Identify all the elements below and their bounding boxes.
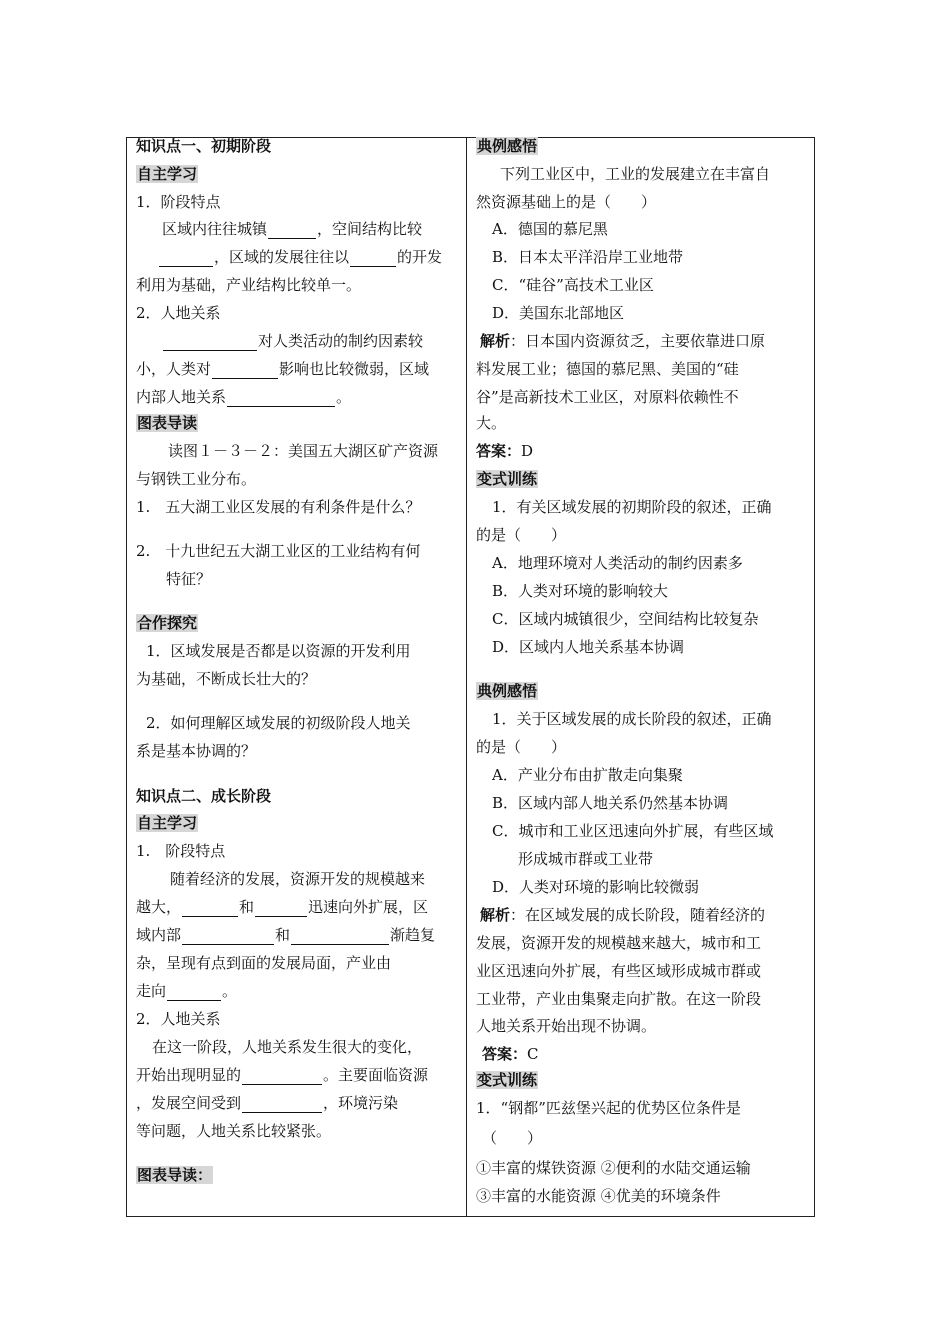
text-line: 读图１－３－２：美国五大湖区矿产资源 [168, 442, 439, 460]
inquiry-2-cont: 系是基本协调的？ [136, 742, 257, 760]
answer: 答案：D [476, 442, 534, 460]
question-2-cont: 特征？ [166, 570, 212, 588]
inquiry-1-cont: 为基础，不断成长壮大的？ [136, 670, 317, 688]
text-line: ，发展空间受到 ，环境污染 [136, 1094, 399, 1112]
option-b: B．人类对环境的影响较大 [492, 582, 669, 600]
text-line: 区域内往往城镇 ，空间结构比较 [162, 220, 423, 238]
analysis: 解析：在区域发展的成长阶段，随着经济的 [480, 906, 766, 924]
label-typical-example: 典例感悟 [477, 137, 538, 155]
fill-blank[interactable] [291, 928, 389, 945]
option-group-1: ①丰富的煤铁资源 ②便利的水陆交通运输 [476, 1159, 751, 1177]
training-question: 1．有关区域发展的初期阶段的叙述，正确 [492, 498, 772, 516]
option-a: A．地理环境对人类活动的制约因素多 [492, 554, 743, 572]
text-line: 利用为基础，产业结构比较单一。 [136, 276, 362, 294]
fill-blank[interactable] [350, 250, 396, 267]
subhead-stage-features: 1．阶段特点 [136, 193, 221, 211]
example-question: 1．关于区域发展的成长阶段的叙述，正确 [492, 710, 772, 728]
analysis-cont: 业区迅速向外扩展，有些区域形成城市群或 [476, 962, 762, 980]
label-variant-training: 变式训练 [477, 470, 538, 488]
text-line: 等问题，人地关系比较紧张。 [136, 1122, 332, 1140]
option-c: C．“硅谷”高技术工业区 [492, 276, 654, 294]
column-divider [466, 137, 467, 1217]
text-line: 在这一阶段，人地关系发生很大的变化， [152, 1038, 423, 1056]
option-c-cont: 形成城市群或工业带 [518, 850, 654, 868]
label-self-study: 自主学习 [137, 814, 198, 832]
text-line: 域内部 和 渐趋复 [136, 926, 436, 944]
question-1: 1. 五大湖工业区发展的有利条件是什么？ [136, 498, 421, 516]
analysis-cont: 大。 [476, 414, 507, 432]
text-line: 杂，呈现有点到面的发展局面，产业由 [136, 954, 392, 972]
option-b: B．区域内部人地关系仍然基本协调 [492, 794, 729, 812]
option-group-2: ③丰富的水能资源 ④优美的环境条件 [476, 1187, 721, 1205]
text-line: 走向 。 [136, 982, 238, 1000]
analysis-label: 解析 [480, 906, 511, 924]
fill-blank[interactable] [167, 984, 221, 1001]
question-2: 2. 十九世纪五大湖工业区的工业结构有何 [136, 542, 421, 560]
text-line: 对人类活动的制约因素较 [162, 331, 423, 351]
analysis: 解析：日本国内资源贫乏，主要依靠进口原 [480, 332, 766, 350]
subhead-human-land: 2．人地关系 [136, 1010, 221, 1028]
text-line: 与钢铁工业分布。 [136, 470, 257, 488]
answer-label: 答案： [482, 1045, 528, 1063]
fill-blank[interactable] [268, 222, 316, 239]
label-chart-reading: 图表导读： [137, 1166, 213, 1184]
analysis-cont: 谷”是高新技术工业区，对原料依赖性不 [476, 388, 739, 406]
label-chart-reading: 图表导读 [137, 414, 198, 432]
text-line: 开始出现明显的 。主要面临资源 [136, 1066, 429, 1084]
analysis-label: 解析 [480, 332, 511, 350]
analysis-cont: 工业带，产业由集聚走向扩散。在这一阶段 [476, 990, 762, 1008]
text-line: 内部人地关系 。 [136, 388, 352, 406]
training-question-cont: 的是（ ） [476, 526, 567, 544]
subhead-human-land: 2．人地关系 [136, 304, 221, 322]
fill-blank[interactable] [255, 900, 307, 917]
answer-label: 答案： [476, 442, 522, 460]
fill-blank[interactable] [182, 900, 238, 917]
fill-blank[interactable] [212, 362, 278, 379]
fill-blank[interactable] [163, 334, 257, 351]
option-b: B．日本太平洋沿岸工业地带 [492, 248, 684, 266]
fill-blank[interactable] [227, 390, 335, 407]
section-title-stage2: 知识点二、成长阶段 [136, 787, 272, 805]
option-c: C．区域内城镇很少，空间结构比较复杂 [492, 610, 759, 628]
subhead-stage-features: 1. 阶段特点 [136, 842, 226, 860]
text-line: ，区域的发展往往以 的开发 [158, 247, 442, 267]
fill-blank[interactable] [242, 1096, 322, 1113]
fill-blank[interactable] [159, 250, 213, 267]
analysis-cont: 料发展工业；德国的慕尼黑、美国的“硅 [476, 360, 739, 378]
fill-blank[interactable] [182, 928, 274, 945]
option-d: D．人类对环境的影响比较微弱 [492, 878, 700, 896]
option-d: D．区域内人地关系基本协调 [492, 638, 685, 656]
option-a: A．产业分布由扩散走向集聚 [492, 766, 683, 784]
label-self-study: 自主学习 [137, 165, 198, 183]
example-question-cont: 的是（ ） [476, 738, 567, 756]
inquiry-1: 1．区域发展是否都是以资源的开发利用 [146, 642, 411, 660]
analysis-cont: 人地关系开始出现不协调。 [476, 1017, 657, 1035]
fill-blank[interactable] [242, 1068, 322, 1085]
text-line: 小，人类对 影响也比较微弱，区域 [136, 360, 430, 378]
option-d: D．美国东北部地区 [492, 304, 625, 322]
text-line: 随着经济的发展，资源开发的规模越来 [170, 870, 426, 888]
example-question-cont: 然资源基础上的是（ ） [476, 193, 657, 211]
option-c: C．城市和工业区迅速向外扩展，有些区域 [492, 822, 774, 840]
label-typical-example: 典例感悟 [477, 682, 538, 700]
training-question-cont: （ ） [482, 1129, 543, 1147]
text-line: 越大， 和 迅速向外扩展，区 [136, 898, 429, 916]
training-question: 1．“钢都”匹兹堡兴起的优势区位条件是 [476, 1099, 741, 1117]
label-variant-training: 变式训练 [477, 1071, 538, 1089]
example-question: 下列工业区中，工业的发展建立在丰富自 [500, 165, 771, 183]
inquiry-2: 2．如何理解区域发展的初级阶段人地关 [146, 714, 411, 732]
option-a: A．德国的慕尼黑 [492, 220, 608, 238]
label-cooperative-inquiry: 合作探究 [137, 614, 198, 632]
analysis-cont: 发展，资源开发的规模越来越大，城市和工 [476, 934, 762, 952]
answer: 答案：C [482, 1045, 539, 1063]
section-title-stage1: 知识点一、初期阶段 [136, 137, 272, 155]
